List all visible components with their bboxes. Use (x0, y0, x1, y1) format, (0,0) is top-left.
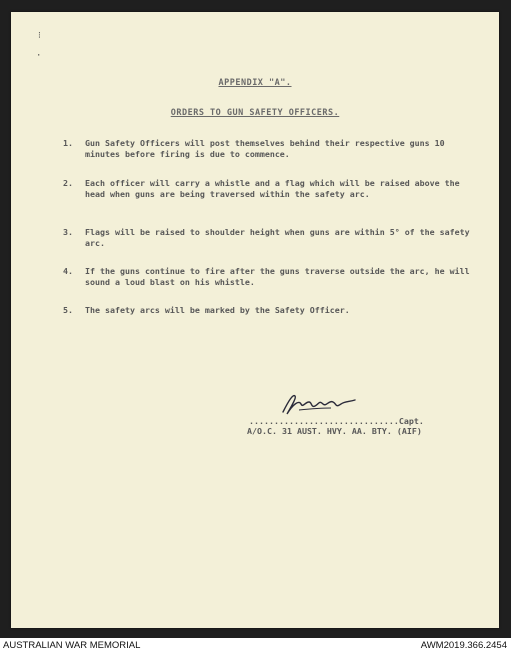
list-item (63, 227, 473, 248)
item-text: The safety arcs will be marked by the Safety Officer. (85, 305, 350, 315)
list-item (63, 305, 473, 316)
document-subtitle: ORDERS TO GUN SAFETY OFFICERS. (170, 108, 340, 118)
footer-institution: AUSTRALIAN WAR MEMORIAL (3, 640, 141, 651)
item-number: 1. (63, 138, 73, 148)
document-title: APPENDIX "A". (218, 78, 292, 88)
item-number: 3. (63, 227, 73, 237)
item-text: Gun Safety Officers will post themselves behind their respective guns 10 minutes before firing is due to commence. (85, 138, 445, 159)
list-item (63, 266, 473, 287)
footer-bar (0, 638, 511, 653)
item-number: 5. (63, 305, 73, 315)
item-text: Flags will be raised to shoulder height when guns are within 5° of the safety arc. (85, 227, 470, 248)
signature-line: ..............................Capt. (249, 416, 424, 426)
list-item (63, 178, 473, 199)
handwritten-signature (279, 390, 359, 418)
list-item (63, 138, 473, 159)
document-page (11, 12, 499, 628)
punch-mark: · (36, 51, 42, 61)
item-number: 2. (63, 178, 73, 188)
item-text: If the guns continue to fire after the guns traverse outside the arc, he will sound a loud blast on his whistle. (85, 266, 470, 287)
item-text: Each officer will carry a whistle and a flag which will be raised above the head when guns are being traversed within the safety arc. (85, 178, 460, 199)
footer-accession-number: AWM2019.366.2454 (420, 640, 507, 651)
signer-designation: A/O.C. 31 AUST. HVY. AA. BTY. (AIF) (247, 426, 422, 436)
item-number: 4. (63, 266, 73, 276)
punch-mark: ⁝ (38, 31, 41, 41)
